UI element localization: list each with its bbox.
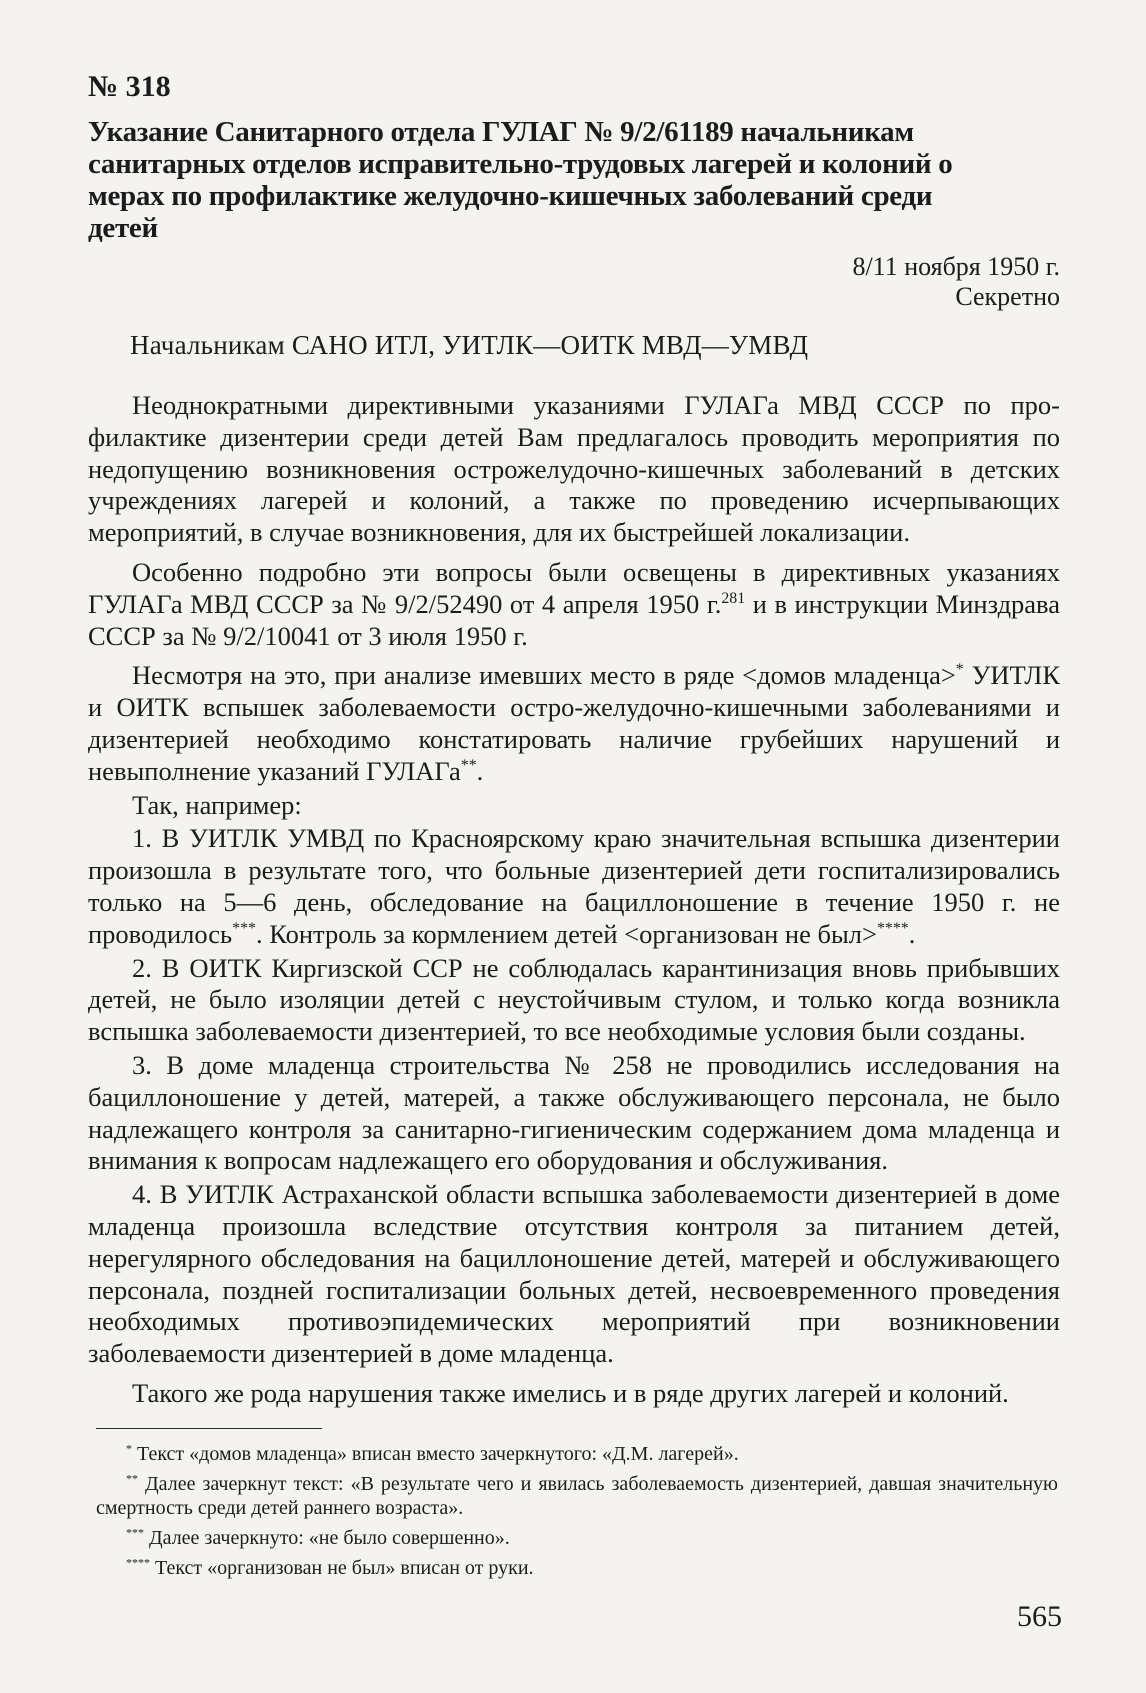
footnote-mark: ** bbox=[126, 1471, 138, 1486]
footnote-text: Далее зачеркнуто: «не было совершенно». bbox=[144, 1527, 510, 1549]
body-paragraph: Такого же рода нарушения также имелись и в ряде других лагерей и колоний. bbox=[132, 1377, 1009, 1408]
body-paragraph bbox=[88, 660, 1060, 787]
footnote-marker: *** bbox=[232, 919, 256, 937]
document-title: Указание Санитарного отдела ГУЛАГ № 9/2/61189 начальникам санитарных отделов исправительно-трудовых лагерей и колоний о мерах по профилактике желудочно-кишечных заболеваний среди детей bbox=[88, 116, 953, 244]
list-item bbox=[88, 823, 1060, 950]
footnote-text: Далее зачеркнут текст: «В результате чего и явилась заболеваемость дизентерией, давшая значительную смертность среди детей раннего возраста». bbox=[96, 1473, 1058, 1519]
endnote-reference: 281 bbox=[721, 589, 746, 607]
footnote-mark: * bbox=[126, 1441, 132, 1456]
footnote bbox=[96, 1526, 1058, 1550]
footnote-text: Текст «организован не был» вписан от руки. bbox=[150, 1557, 534, 1579]
paragraph-text: УИТЛК и ОИТК вспышек заболеваемости остро-желудочно-кишечными заболеваниями и дизентерией необходимо констатировать наличие грубейших нарушений и невыполнение указаний ГУЛАГа bbox=[88, 660, 1061, 786]
paragraph-text: и в инструкции Минздрава СССР за № 9/2/10041 от 3 июля 1950 г. bbox=[88, 588, 1060, 651]
footnote-mark: *** bbox=[126, 1525, 144, 1540]
footnote-marker: * bbox=[955, 661, 964, 679]
footnote-marker: **** bbox=[876, 919, 909, 937]
list-item: 3. В доме младенца строительства № 258 не проводились исследования на бациллоношение у детей, матерей, а также обслуживающего персонала, не было надлежащего контроля за санитарно-гигиеническим содержанием дома младенца и внимания к вопросам надлежащего его оборудования и обслуживания. bbox=[88, 1049, 1060, 1176]
footnote-divider bbox=[96, 1428, 322, 1429]
paragraph-text: 1. В УИТЛК УМВД по Красноярскому краю значительная вспышка дизентерии произошла в результате того, что больные дизентерией дети госпитализировались только на 5—6 день, обследование на бациллоношение в течение 1950 г. не проводилось bbox=[88, 823, 1060, 949]
page-number: 565 bbox=[1017, 1600, 1062, 1633]
paragraph-text: . bbox=[476, 755, 484, 786]
footnotes bbox=[96, 1442, 1058, 1586]
footnote bbox=[96, 1472, 1058, 1520]
footnote-marker: ** bbox=[460, 756, 477, 774]
body-paragraph: Неоднократными директивными указаниями ГУЛАГа МВД СССР по профилактике дизентерии среди детей Вам предлагалось проводить мероприятия по недопущению возникновения острожелудочно-кишечных заболеваний в детских учреждениях лагерей и колоний, а также по проведению исчерпывающих мероприятий, в случае возникновения, для их быстрейшей локализации. bbox=[88, 390, 1060, 548]
list-item: 4. В УИТЛК Астраханской области вспышка заболеваемости дизентерией в доме младенца произошла вследствие отсутствия контроля за питанием детей, нерегулярного обследования на бациллоношение детей, матерей и обслуживающего персонала, поздней госпитализации больных детей, несвоевременного проведения необходимых противоэпидемических мероприятий при возникновении заболеваемости дизентерией в доме младенца. bbox=[88, 1179, 1060, 1369]
paragraph-text: Особенно подробно эти вопросы были освещены в директивных указаниях ГУЛАГа МВД СССР за № 9/2/52490 от 4 апреля 1950 г. bbox=[88, 556, 1060, 619]
document-number: № 318 bbox=[88, 70, 171, 103]
paragraph-text: Несмотря на это, при анализе имевших место в ряде <домов младенца> bbox=[132, 660, 956, 691]
body-paragraph bbox=[88, 557, 1060, 652]
addressee-line: Начальникам САНО ИТЛ, УИТЛК—ОИТК МВД—УМВД bbox=[130, 330, 809, 360]
footnote-mark: **** bbox=[126, 1555, 150, 1570]
footnote bbox=[96, 1442, 1058, 1466]
list-item: 2. В ОИТК Киргизской ССР не соблюдалась карантинизация вновь прибывших детей, не было изоляции детей с неустойчивым стулом, и только когда возникла вспышка заболеваемости дизентерией, то все необходимые условия были созданы. bbox=[88, 952, 1060, 1047]
body-paragraph: Так, например: bbox=[132, 789, 302, 820]
document-date: 8/11 ноября 1950 г. bbox=[852, 252, 1060, 281]
paragraph-text: . Контроль за кормлением детей <организован не был> bbox=[256, 918, 877, 949]
document-body bbox=[88, 390, 1060, 1418]
footnote-text: Текст «домов младенца» вписан вместо зачеркнутого: «Д.М. лагерей». bbox=[132, 1443, 739, 1465]
footnote bbox=[96, 1556, 1058, 1580]
classification-label: Секретно bbox=[955, 282, 1060, 311]
paragraph-text: . bbox=[908, 918, 916, 949]
